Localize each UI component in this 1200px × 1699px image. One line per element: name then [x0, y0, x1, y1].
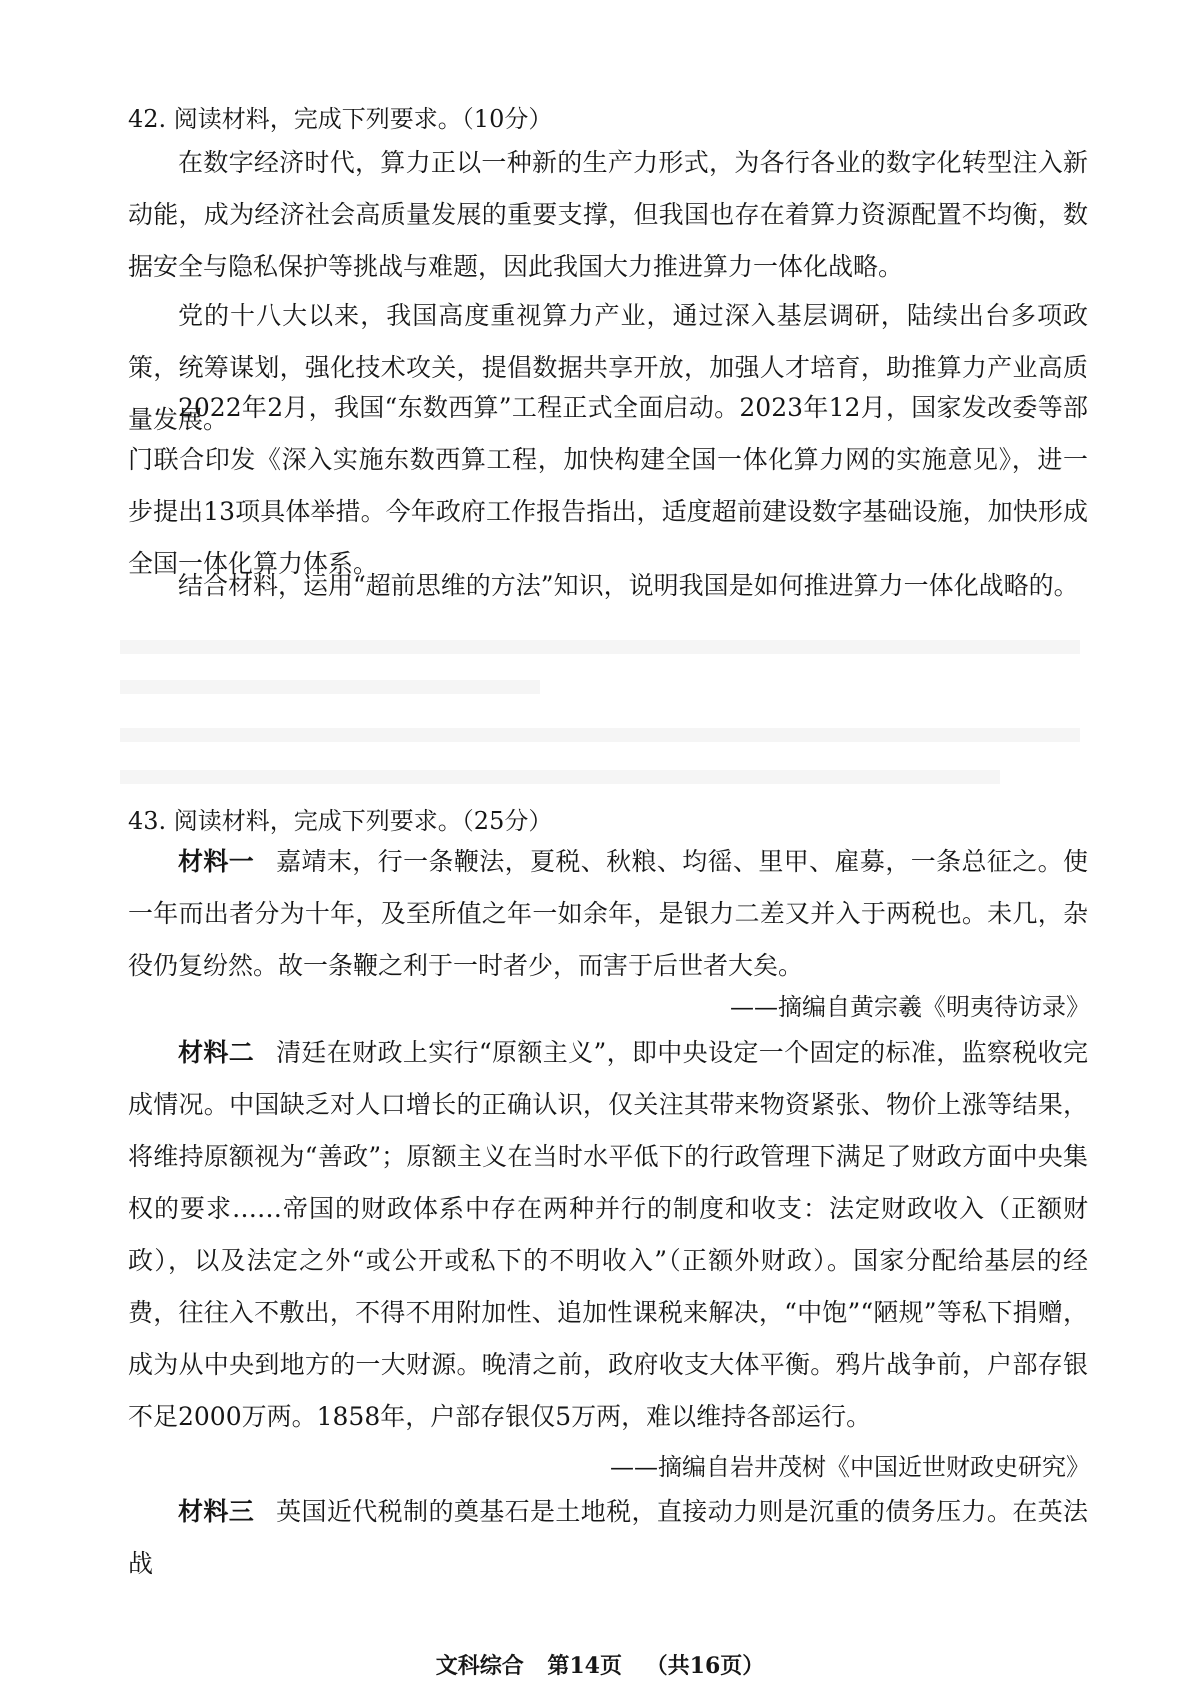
- q42-paragraph-1: 在数字经济时代，算力正以一种新的生产力形式，为各行各业的数字化转型注入新动能，成为经济社会高质量发展的重要支撑，但我国也存在着算力资源配置不均衡，数据安全与隐私保护等挑战与难题，因此我国大力推进算力一体化战略。: [128, 148, 1088, 281]
- material-2-label: 材料二: [178, 1038, 255, 1067]
- material-3: [128, 1486, 1088, 1590]
- material-2-text: 清廷在财政上实行“原额主义”，即中央设定一个固定的标准，监察税收完成情况。中国缺乏对人口增长的正确认识，仅关注其带来物资紧张、物价上涨等结果，将维持原额视为“善政”；原额主义在当时水平低下的行政管理下满足了财政方面中央集权的要求……帝国的财政体系中存在两种并行的制度和收支：法定财政收入（正额财政），以及法定之外“或公开或私下的不明收入”（正额外财政）。国家分配给基层的经费，往往入不敷出，不得不用附加性、追加性课税来解决，“中饱”“陋规”等私下捐赠，成为从中央到地方的一大财源。晚清之前，政府收支大体平衡。鸦片战争前，户部存银不足2000万两。1858年，户部存银仅5万两，难以维持各部运行。: [128, 1038, 1088, 1431]
- q42-paragraph-3: 2022年2月，我国“东数西算”工程正式全面启动。2023年12月，国家发改委等部门联合印发《深入实施东数西算工程，加快构建全国一体化算力网的实施意见》，进一步提出13项具体举措。今年政府工作报告指出，适度超前建设数字基础设施，加快形成全国一体化算力体系。: [128, 393, 1088, 578]
- material-1: [128, 836, 1088, 992]
- footer-total-pages: （共16页）: [645, 1653, 765, 1679]
- material-1-label: 材料一: [178, 847, 255, 876]
- material-1-source: ——摘编自黄宗羲《明夷待访录》: [730, 993, 1090, 1021]
- question-42-header: 42. 阅读材料，完成下列要求。（10分）: [128, 105, 553, 133]
- q42-question-prompt: 结合材料，运用“超前思维的方法”知识，说明我国是如何推进算力一体化战略的。: [178, 571, 1079, 600]
- footer-subject: 文科综合: [435, 1653, 524, 1679]
- bleed-through-line: [120, 728, 1080, 742]
- bleed-through-line: [120, 770, 1000, 784]
- material-3-label: 材料三: [178, 1497, 255, 1526]
- material-2: [128, 1027, 1088, 1443]
- page-footer: [0, 1652, 1200, 1680]
- question-43-header: 43. 阅读材料，完成下列要求。（25分）: [128, 807, 553, 835]
- bleed-through-line: [120, 680, 540, 694]
- bleed-through-line: [120, 640, 1080, 654]
- material-1-text: 嘉靖末，行一条鞭法，夏税、秋粮、均徭、里甲、雇募，一条总征之。使一年而出者分为十年，及至所值之年一如余年，是银力二差又并入于两税也。未几，杂役仍复纷然。故一条鞭之利于一时者少，而害于后世者大矣。: [128, 847, 1088, 980]
- material-3-text: 英国近代税制的奠基石是土地税，直接动力则是沉重的债务压力。在英法战: [128, 1497, 1088, 1578]
- footer-page-number: 第14页: [547, 1653, 622, 1679]
- material-2-source: ——摘编自岩井茂树《中国近世财政史研究》: [610, 1453, 1090, 1481]
- q42-paragraph-2: 党的十八大以来，我国高度重视算力产业，通过深入基层调研，陆续出台多项政策，统筹谋划，强化技术攻关，提倡数据共享开放，加强人才培育，助推算力产业高质量发展。: [128, 301, 1088, 434]
